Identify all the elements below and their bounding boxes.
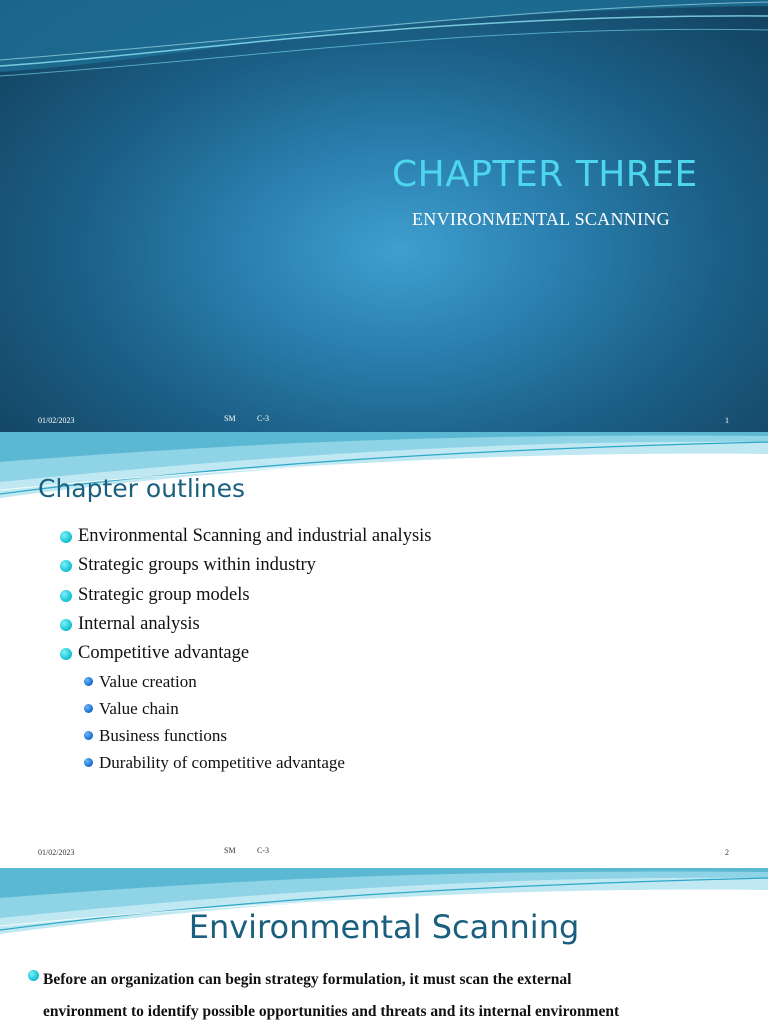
sub-list-item [60,668,432,695]
list-item [60,610,432,639]
wave-decoration [0,0,768,80]
footer-center: C-3 [257,414,269,423]
slide-subtitle: ENVIRONMENTAL SCANNING [412,209,670,229]
list-item-text: Value creation [99,672,197,692]
bullet-icon [84,677,93,686]
paragraph-line: environment to identify possible opportunities and threats and its internal environment [43,1003,620,1020]
slide-heading: Chapter outlines [38,474,245,503]
sub-list-item [60,695,432,722]
list-item-text: Environmental Scanning and industrial analysis [78,526,432,546]
bullet-icon [60,590,72,602]
content-slide [0,868,768,1024]
paragraph-line [28,964,758,996]
bullet-icon [84,704,93,713]
list-item [60,639,432,668]
outline-list [60,522,432,776]
sub-list-item [60,749,432,776]
paragraph-text: Before an organization can begin strategy formulation, it must scan the external [43,971,572,988]
bullet-icon [84,731,93,740]
list-item-text: Strategic groups within industry [78,555,316,576]
bullet-icon [60,619,72,631]
bullet-icon [60,560,72,572]
list-item-text: Internal analysis [78,613,200,634]
list-item-text: Competitive advantage [78,643,250,664]
list-item [60,522,432,551]
slide-heading: Environmental Scanning [188,908,580,946]
list-item-text: Business functions [99,726,227,746]
list-item-text: Value chain [99,699,179,719]
footer-left: SM [224,846,236,855]
footer-page-number: 1 [725,416,729,425]
bullet-icon [60,648,72,660]
list-item [60,551,432,580]
outline-slide [0,432,768,868]
footer-page-number: 2 [725,848,729,857]
list-item-text: Strategic group models [78,584,250,605]
body-paragraph [28,964,758,1024]
sub-list-item [60,722,432,749]
footer-date: 01/02/2023 [38,848,75,857]
footer-left: SM [224,414,236,423]
title-slide [0,0,768,432]
slide-title: CHAPTER THREE [392,154,698,195]
bullet-icon [28,970,39,981]
footer-center: C-3 [257,846,269,855]
list-item [60,581,432,610]
footer-date: 01/02/2023 [38,416,75,425]
bullet-icon [84,758,93,767]
list-item-text: Durability of competitive advantage [99,753,345,773]
bullet-icon [60,531,72,543]
